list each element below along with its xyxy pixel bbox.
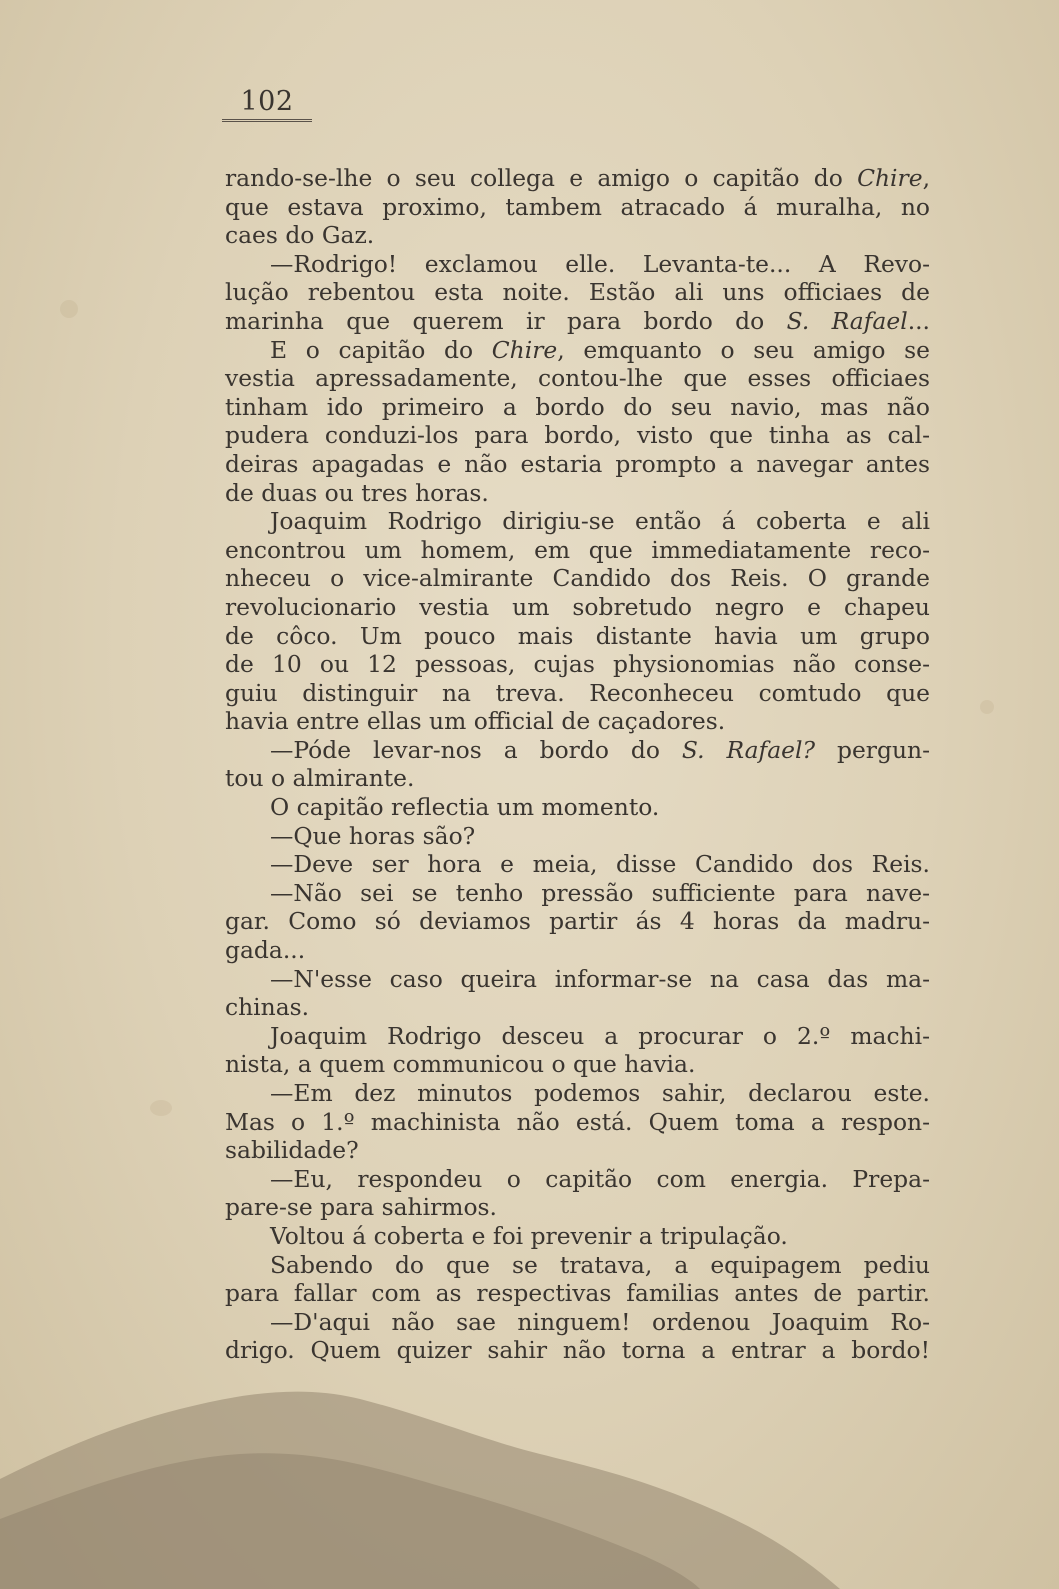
text-line-content: tou o almirante. <box>225 764 415 793</box>
text-line <box>225 707 930 736</box>
text-line <box>225 278 930 307</box>
text-line <box>225 307 930 336</box>
text-line-content: Sabendo do que se tratava, a equipagem pediu <box>270 1250 930 1279</box>
text-line-content: de 10 ou 12 pessoas, cujas physionomias não conse- <box>225 650 930 679</box>
text-line-content: marinha que querem ir para bordo do <box>225 306 787 335</box>
text-line-content: caes do Gaz. <box>225 221 375 250</box>
text-line-content: pudera conduzi-los para bordo, visto que tinha as cal- <box>225 421 930 450</box>
text-line-content: de côco. Um pouco mais distante havia um grupo <box>225 621 930 650</box>
text-line-content: —D'aqui não sae ninguem! ordenou Joaquim Ro- <box>270 1307 930 1336</box>
text-line <box>225 336 930 365</box>
text-line <box>225 1165 930 1194</box>
text-line-content: Mas o 1.º machinista não está. Quem toma a respon- <box>225 1107 930 1136</box>
text-line-content: que estava proximo, tambem atracado á muralha, no <box>225 192 930 221</box>
text-line-content: —Eu, respondeu o capitão com energia. Prepa- <box>270 1164 930 1193</box>
text-line-content: Joaquim Rodrigo dirigiu-se então á coberta e ali <box>270 507 930 536</box>
text-line-content: Joaquim Rodrigo desceu a procurar o 2.º machi- <box>270 1021 930 1050</box>
text-line-tail: , emquanto o seu amigo se <box>557 335 930 364</box>
text-line-content: gar. Como só deviamos partir ás 4 horas da madru- <box>225 907 930 936</box>
text-line <box>225 507 930 536</box>
text-line <box>225 736 930 765</box>
text-line-content: E o capitão do <box>270 335 492 364</box>
text-line-content: encontrou um homem, em que immediatamente reco- <box>225 535 930 564</box>
text-line <box>225 1136 930 1165</box>
text-line <box>225 936 930 965</box>
text-line-content: drigo. Quem quizer sahir não torna a entrar a bordo! <box>225 1336 930 1365</box>
text-line-tail: , <box>922 164 930 192</box>
text-line-content: nheceu o vice-almirante Candido dos Reis. O grande <box>225 564 930 593</box>
text-line <box>225 1308 930 1337</box>
text-line-content: Voltou á coberta e foi prevenir a tripulação. <box>270 1221 788 1250</box>
text-line-content: sabilidade? <box>225 1136 359 1165</box>
body-text <box>225 164 930 1365</box>
text-line-content: para fallar com as respectivas familias antes de partir. <box>225 1279 930 1308</box>
text-line <box>225 793 930 822</box>
italic-name: S. Rafael? <box>681 735 816 764</box>
text-line <box>225 879 930 908</box>
text-line <box>225 450 930 479</box>
text-line <box>225 650 930 679</box>
text-line-content: —N'esse caso queira informar-se na casa das ma- <box>270 964 930 993</box>
text-line-tail: ... <box>907 306 930 335</box>
text-line <box>225 679 930 708</box>
text-line <box>225 1279 930 1308</box>
text-line-content: vestia apressadamente, contou-lhe que esses officiaes <box>225 364 930 393</box>
text-line <box>225 564 930 593</box>
text-line <box>225 764 930 793</box>
text-line <box>225 850 930 879</box>
text-line <box>225 1222 930 1251</box>
text-line-content: rando-se-lhe o seu collega e amigo o capitão do <box>225 164 858 192</box>
text-line <box>225 364 930 393</box>
text-line-tail: pergun- <box>815 735 930 764</box>
italic-name: S. Rafael <box>786 306 908 335</box>
text-line-content: havia entre ellas um official de caçadores. <box>225 707 726 736</box>
water-stain <box>0 1329 1059 1589</box>
foxing-spot <box>980 700 994 714</box>
text-line <box>225 593 930 622</box>
text-line-content: —Que horas são? <box>270 821 476 850</box>
text-line-content: —Póde levar-nos a bordo do <box>270 735 682 764</box>
text-line <box>225 193 930 222</box>
text-line <box>225 622 930 651</box>
foxing-spot <box>60 300 78 318</box>
text-line <box>225 1050 930 1079</box>
text-line-content: revolucionario vestia um sobretudo negro e chapeu <box>225 592 930 621</box>
text-line <box>225 393 930 422</box>
text-line <box>225 822 930 851</box>
text-line <box>225 250 930 279</box>
text-line <box>225 1079 930 1108</box>
text-line <box>225 479 930 508</box>
text-line-content: guiu distinguir na treva. Reconheceu comtudo que <box>225 678 930 707</box>
text-line-content: pare-se para sahirmos. <box>225 1193 497 1222</box>
text-line-content: —Em dez minutos podemos sahir, declarou este. <box>270 1079 930 1107</box>
text-line-content: gada... <box>225 936 306 965</box>
text-line-content: lução rebentou esta noite. Estão ali uns officiaes de <box>225 278 930 307</box>
text-line-content: chinas. <box>225 993 310 1022</box>
text-line <box>225 221 930 250</box>
text-line-content: deiras apagadas e não estaria prompto a navegar antes <box>225 449 930 478</box>
italic-name: Chire <box>491 335 558 364</box>
foxing-spot <box>150 1100 172 1116</box>
text-line <box>225 1251 930 1280</box>
page-number: 102 <box>222 86 312 122</box>
text-line-content: —Deve ser hora e meia, disse Candido dos Reis. <box>270 850 930 879</box>
text-line <box>225 536 930 565</box>
text-line-content: tinham ido primeiro a bordo do seu navio, mas não <box>225 392 930 421</box>
text-line-content: de duas ou tres horas. <box>225 478 489 507</box>
text-line-content: —Rodrigo! exclamou elle. Levanta-te... A Revo- <box>270 249 930 278</box>
text-line-content: nista, a quem communicou o que havia. <box>225 1050 696 1079</box>
text-line <box>225 907 930 936</box>
text-line-content: O capitão reflectia um momento. <box>270 793 660 822</box>
text-line-content: —Não sei se tenho pressão sufficiente para nave- <box>270 878 930 907</box>
text-line <box>225 965 930 994</box>
text-line <box>225 1336 930 1365</box>
text-line <box>225 993 930 1022</box>
text-line <box>225 1022 930 1051</box>
text-line <box>225 1108 930 1137</box>
text-line <box>225 164 930 193</box>
italic-name: Chire <box>857 164 923 192</box>
text-line <box>225 421 930 450</box>
text-line <box>225 1193 930 1222</box>
